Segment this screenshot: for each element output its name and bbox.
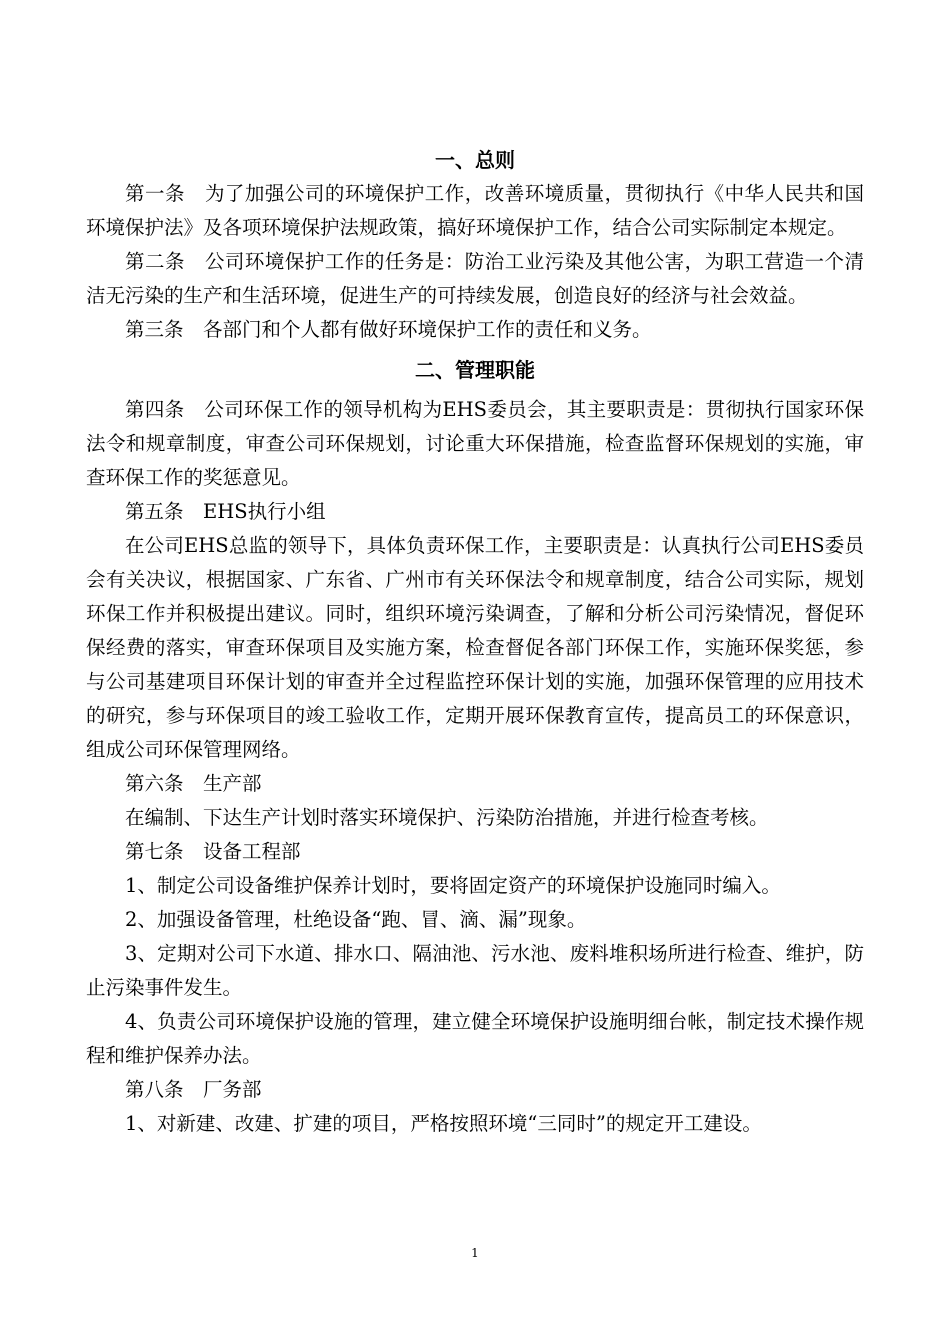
article-2-paragraph: 第二条 公司环境保护工作的任务是：防治工业污染及其他公害，为职工营造一个清洁无污染的生产和生活环境，促进生产的可持续发展，创造良好的经济与社会效益。 bbox=[86, 250, 864, 307]
page-number: 1 bbox=[471, 1246, 479, 1260]
section-heading-general: 一、总则 bbox=[435, 148, 515, 172]
article-1-paragraph: 第一条 为了加强公司的环境保护工作，改善环境质量，贯彻执行《中华人民共和国环境保护法》及各项环境保护法规政策，搞好环境保护工作，结合公司实际制定本规定。 bbox=[86, 182, 864, 239]
article-6-paragraph: 在编制、下达生产计划时落实环境保护、污染防治措施，并进行检查考核。 bbox=[125, 806, 769, 829]
article-7-title: 第七条 设备工程部 bbox=[125, 840, 301, 863]
article-6-title: 第六条 生产部 bbox=[125, 772, 262, 795]
article-7-item-3: 3、定期对公司下水道、排水口、隔油池、污水池、废料堆积场所进行检查、维护，防止污染事件发生。 bbox=[86, 942, 864, 999]
article-5-paragraph: 在公司EHS总监的领导下，具体负责环保工作，主要职责是：认真执行公司EHS委员会有关决议，根据国家、广东省、广州市有关环保法令和规章制度，结合公司实际，规划环保工作并积极提出建议。同时，组织环境污染调查，了解和分析公司污染情况，督促环保经费的落实，审查环保项目及实施方案，检查督促各部门环保工作，实施环保奖惩，参与公司基建项目环保计划的审查并全过程监控环保计划的实施，加强环保管理的应用技术的研究，参与环保项目的竣工验收工作，定期开展环保教育宣传，提高员工的环保意识，组成公司环保管理网络。 bbox=[86, 534, 864, 761]
section-heading-management: 二、管理职能 bbox=[415, 358, 535, 382]
article-7-item-2: 2、加强设备管理，杜绝设备“跑、冒、滴、漏”现象。 bbox=[125, 908, 587, 931]
document-body bbox=[86, 143, 864, 1141]
article-8-title: 第八条 厂务部 bbox=[125, 1078, 262, 1101]
article-7-item-1: 1、制定公司设备维护保养计划时，要将固定资产的环境保护设施同时编入。 bbox=[125, 874, 781, 897]
article-8-item-1: 1、对新建、改建、扩建的项目，严格按照环境“三同时”的规定开工建设。 bbox=[125, 1112, 762, 1135]
article-3-paragraph: 第三条 各部门和个人都有做好环境保护工作的责任和义务。 bbox=[125, 318, 652, 341]
article-4-paragraph: 第四条 公司环保工作的领导机构为EHS委员会，其主要职责是：贯彻执行国家环保法令和规章制度，审查公司环保规划，讨论重大环保措施，检查监督环保规划的实施，审查环保工作的奖惩意见。 bbox=[86, 398, 864, 489]
article-7-item-4: 4、负责公司环境保护设施的管理，建立健全环境保护设施明细台帐，制定技术操作规程和维护保养办法。 bbox=[86, 1010, 864, 1067]
article-5-title: 第五条 EHS执行小组 bbox=[125, 500, 326, 523]
